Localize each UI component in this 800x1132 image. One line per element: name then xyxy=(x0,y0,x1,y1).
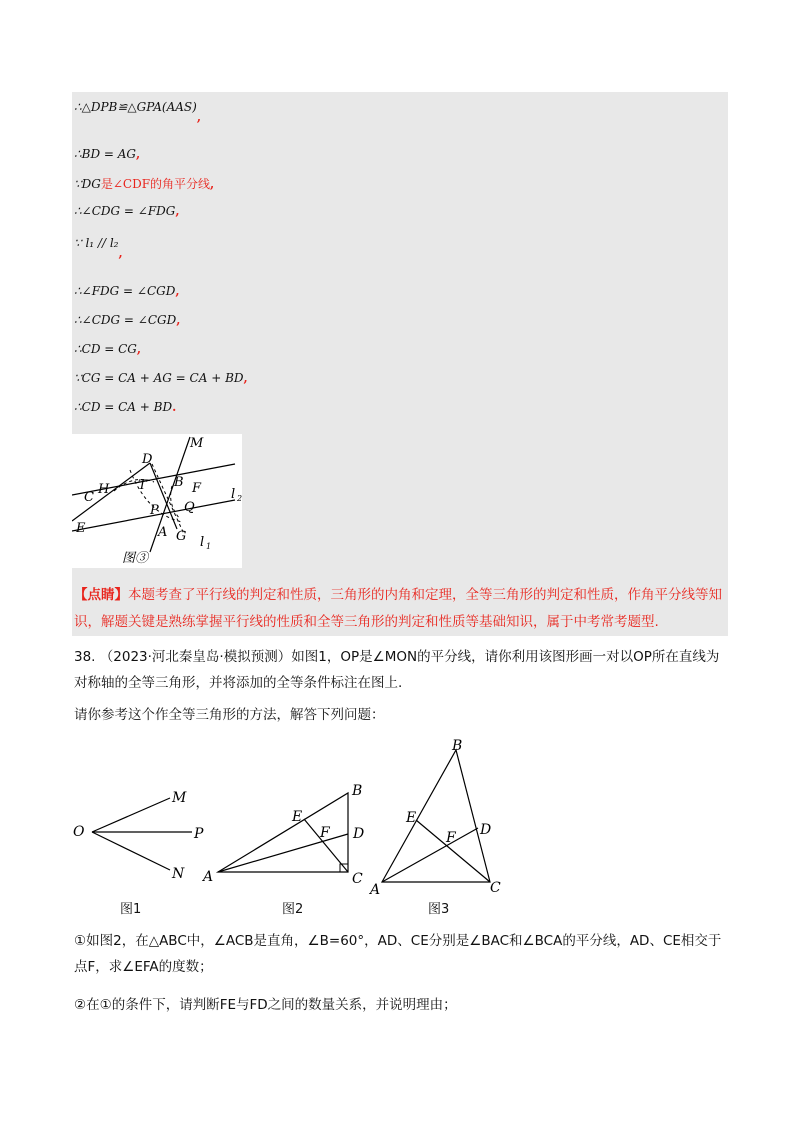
solution-line-10: ∴CD = CA + BD. xyxy=(74,400,177,414)
fig1-label-P: P xyxy=(194,826,204,842)
figure-3 xyxy=(368,738,518,898)
fig1-label-M: M xyxy=(172,790,187,806)
fig1-label-N: N xyxy=(172,866,185,882)
fig3-label-D: D xyxy=(480,822,492,838)
question-instruction: 请你参考这个作全等三角形的方法，解答下列问题： xyxy=(74,707,385,723)
solution-line-2: ∴BD = AG, xyxy=(74,147,141,161)
label-B: B xyxy=(174,475,184,490)
figure-1 xyxy=(70,780,220,900)
figure-2 xyxy=(200,775,375,890)
label-M: M xyxy=(190,436,204,451)
label-F: F xyxy=(192,481,202,496)
solution-line-9: ∵CG = CA + AG = CA + BD, xyxy=(74,371,248,385)
fig2-label-F: F xyxy=(320,825,330,841)
solution-line-8: ∴CD = CG, xyxy=(74,342,142,356)
fig2-label-E: E xyxy=(292,809,303,825)
label-l2-sub: 2 xyxy=(237,494,242,503)
figure-3-caption: 图③ xyxy=(122,551,149,566)
fig2-label-B: B xyxy=(352,783,363,799)
question-stem: 38. （2023·河北秦皇岛·模拟预测）如图1，OP是∠MON的平分线，请你利用该图形画一对以OP所在直线为对称轴的全等三角形，并将添加的全等条件标注在图上. xyxy=(74,649,720,691)
fig3-label-B: B xyxy=(452,738,463,754)
label-l1: l xyxy=(200,535,205,550)
solution-line-3: ∵DG是∠CDF的角平分线, xyxy=(74,177,215,191)
solution-line-7: ∴∠CDG = ∠CGD, xyxy=(74,313,181,327)
tip-paragraph: 【点睛】本题考查了平行线的判定和性质，三角形的内角和定理，全等三角形的判定和性质，作角平分线等知识，解题关键是熟练掌握平行线的性质和全等三角形的判定和性质等基础知识，属于中考常考题型. xyxy=(74,587,722,630)
label-G: G xyxy=(176,529,187,544)
question-part-2: ②在①的条件下，请判断FE与FD之间的数量关系，并说明理由； xyxy=(74,997,457,1013)
label-T: T xyxy=(138,478,147,493)
fig2-label-D: D xyxy=(353,826,365,842)
fig3-label-E: E xyxy=(406,810,417,826)
figure-3-caption: 图3 xyxy=(428,902,450,917)
label-P: P xyxy=(150,503,159,518)
label-l1-sub: 1 xyxy=(206,542,212,551)
fig3-label-A: A xyxy=(370,882,381,898)
figure-3-solution xyxy=(72,434,242,568)
label-Q: Q xyxy=(184,500,195,515)
fig3-label-F: F xyxy=(446,830,456,846)
fig2-label-C: C xyxy=(352,871,363,887)
solution-line-6: ∴∠FDG = ∠CGD, xyxy=(74,284,180,298)
solution-line-1: ∴△DPB≌△GPA(AAS), xyxy=(74,100,201,124)
figure-1-caption: 图1 xyxy=(120,902,142,917)
solution-line-5: ∵ l₁ // l₂, xyxy=(74,236,123,260)
fig2-label-A: A xyxy=(203,869,214,885)
label-C: C xyxy=(84,490,94,505)
label-H: H xyxy=(98,482,110,497)
figure-2-caption: 图2 xyxy=(282,902,304,917)
fig3-label-C: C xyxy=(490,880,501,896)
solution-line-4: ∴∠CDG = ∠FDG, xyxy=(74,204,180,218)
label-l2: l xyxy=(231,487,236,502)
label-D: D xyxy=(142,452,153,467)
label-A: A xyxy=(158,525,168,540)
label-E: E xyxy=(76,521,86,536)
fig1-label-O: O xyxy=(73,824,85,840)
question-part-1: ①如图2，在△ABC中，∠ACB是直角，∠B=60°，AD、CE分别是∠BAC和∠BCA的平分线，AD、CE相交于点F，求∠EFA的度数； xyxy=(74,933,722,975)
